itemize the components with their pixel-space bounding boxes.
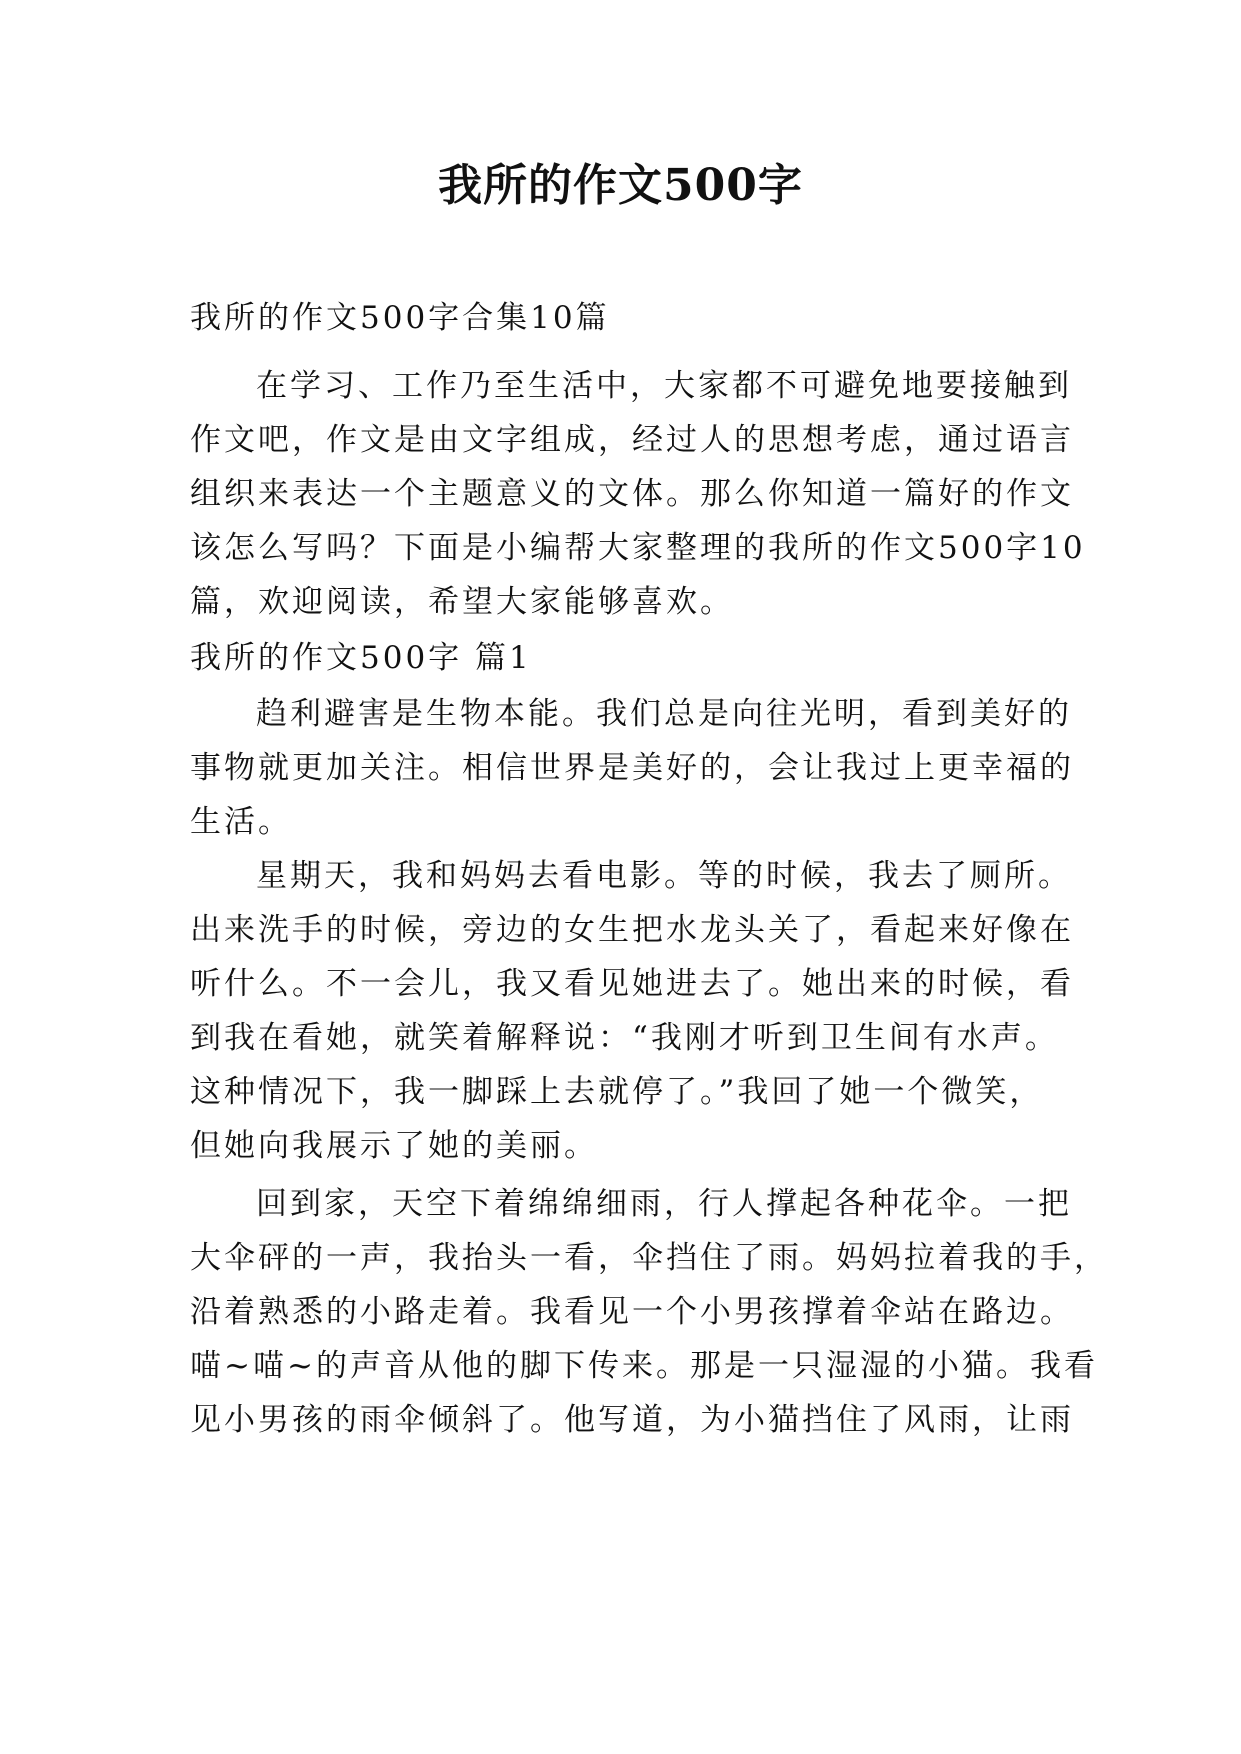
body-line-13: 喵~喵~的声音从他的脚下传来。那是一只湿湿的小猫。我看 — [190, 1348, 1098, 1384]
intro-line-2: 作文吧，作文是由文字组成，经过人的思想考虑，通过语言 — [190, 422, 1074, 458]
document-title: 我所的作文500字 — [438, 160, 803, 211]
collection-subtitle: 我所的作文500字合集10篇 — [190, 300, 610, 336]
body-line-8: 这种情况下，我一脚踩上去就停了。”我回了她一个微笑， — [190, 1074, 1044, 1110]
body-line-9: 但她向我展示了她的美丽。 — [190, 1128, 598, 1164]
body-line-5: 出来洗手的时候，旁边的女生把水龙头关了，看起来好像在 — [190, 912, 1074, 948]
body-line-4: 星期天，我和妈妈去看电影。等的时候，我去了厕所。 — [256, 858, 1072, 894]
body-line-11: 大伞砰的一声，我抬头一看，伞挡住了雨。妈妈拉着我的手， — [190, 1240, 1108, 1276]
intro-line-3: 组织来表达一个主题意义的文体。那么你知道一篇好的作文 — [190, 476, 1074, 512]
body-line-7: 到我在看她，就笑着解释说：“我刚才听到卫生间有水声。 — [190, 1020, 1059, 1056]
intro-line-1: 在学习、工作乃至生活中，大家都不可避免地要接触到 — [256, 368, 1072, 404]
body-line-14: 见小男孩的雨伞倾斜了。他写道，为小猫挡住了风雨，让雨 — [190, 1402, 1074, 1438]
body-line-6: 听什么。不一会儿，我又看见她进去了。她出来的时候，看 — [190, 966, 1074, 1002]
body-line-10: 回到家，天空下着绵绵细雨，行人撑起各种花伞。一把 — [256, 1186, 1072, 1222]
body-line-12: 沿着熟悉的小路走着。我看见一个小男孩撑着伞站在路边。 — [190, 1294, 1074, 1330]
intro-line-5: 篇，欢迎阅读，希望大家能够喜欢。 — [190, 584, 734, 620]
section-heading-1: 我所的作文500字 篇1 — [190, 640, 532, 676]
body-line-3: 生活。 — [190, 804, 292, 840]
intro-line-4: 该怎么写吗？下面是小编帮大家整理的我所的作文500字10 — [190, 530, 1086, 566]
body-line-2: 事物就更加关注。相信世界是美好的，会让我过上更幸福的 — [190, 750, 1074, 786]
body-line-1: 趋利避害是生物本能。我们总是向往光明，看到美好的 — [256, 696, 1072, 732]
